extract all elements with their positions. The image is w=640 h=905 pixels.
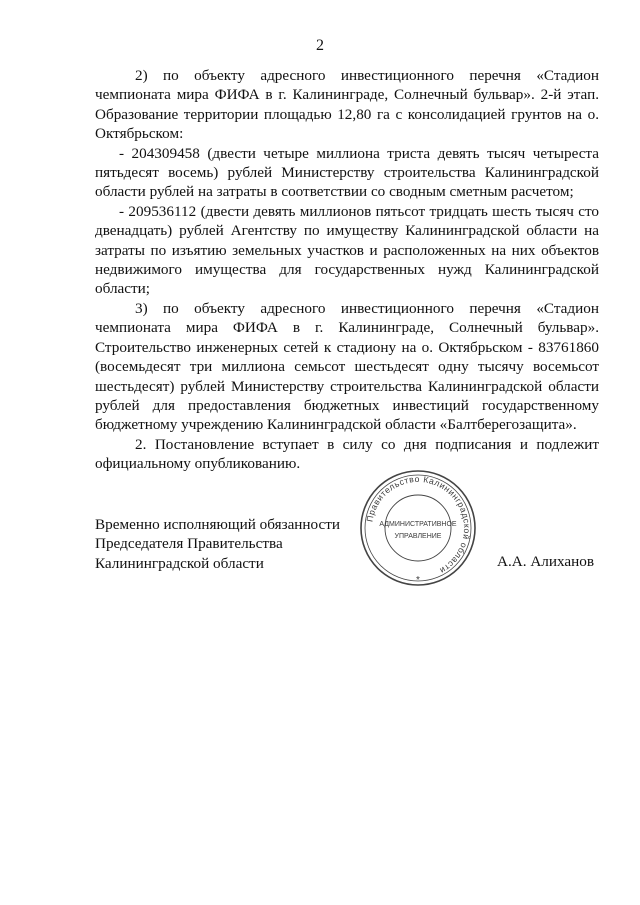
- signatory-title-line3: Калининградской области: [95, 554, 264, 572]
- document-body: [95, 66, 599, 474]
- signatory-title-line2: Председателя Правительства: [95, 535, 283, 553]
- signatory-title: [95, 515, 340, 573]
- paragraph-item-2: 2) по объекту адресного инвестиционного перечня «Стадион чемпионата мира ФИФА в г. Калининграде, Солнечный бульвар». 2-й этап. Образование территории площадью 12,80 га с консолидацией грунтов на о. Октябрьском:: [95, 67, 599, 143]
- stamp-center-line2: УПРАВЛЕНИЕ: [394, 533, 442, 540]
- stamp-ring-text: Правительство Калининградской области: [364, 473, 473, 577]
- paragraph-item-3: 3) по объекту адресного инвестиционного перечня «Стадион чемпионата мира ФИФА в г. Калининграде, Солнечный бульвар». Строительство инженерных сетей к стадиону на о. Октябрьском - 83761860 (восемьдесят три миллиона семьсот шестьдесят одну тысячу восемьсот шестьдесят) рублей Министерству строительства Калининградской области рублей для предоставления бюджетных инвестиций государственному бюджетному учреждению Калининградской области «Балтберегозащита».: [95, 299, 599, 434]
- paragraph-amount-agency: - 209536112 (двести девять миллионов пятьсот тридцать шесть тысяч сто двенадцать) рублей Агентству по имуществу Калининградской области на затраты по изъятию земельных участков и расположенных на них объектов недвижимого имущества для государственных нужд Калининградской области;: [95, 202, 599, 298]
- paragraph-amount-ministry: - 204309458 (двести четыре миллиона триста девять тысяч четыреста пятьдесят восемь) рублей Министерству строительства Калининградской области рублей на затраты в соответствии со сводным сметным расчетом;: [95, 144, 599, 201]
- stamp-center-line1: АДМИНИСТРАТИВНОЕ: [379, 521, 457, 528]
- stamp-star-icon: *: [416, 575, 420, 586]
- page-number: 2: [316, 37, 324, 54]
- signatory-title-line1: Временно исполняющий обязанности: [95, 516, 341, 533]
- signatory-name: А.А. Алиханов: [497, 553, 595, 570]
- official-seal-stamp: [358, 468, 478, 588]
- paragraph-effective-clause: 2. Постановление вступает в силу со дня подписания и подлежит официальному опубликованию.: [95, 435, 599, 473]
